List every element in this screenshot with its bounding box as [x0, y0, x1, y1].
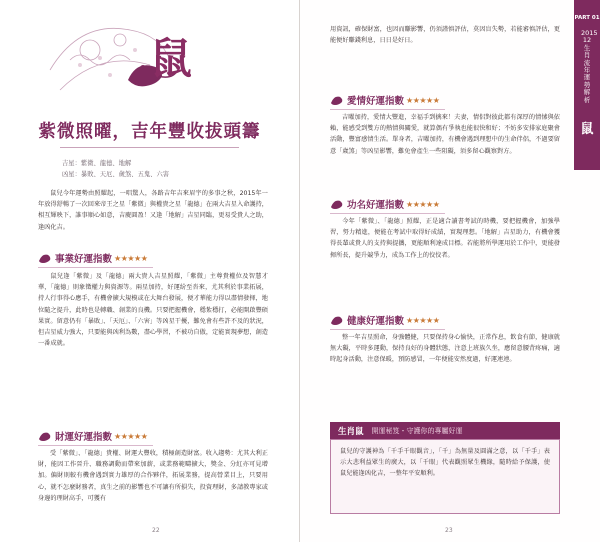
rat-icon	[330, 197, 344, 211]
inauspicious-stars: 凶星：暴敗、天厄、歲煞、五鬼、六害	[62, 171, 170, 178]
lucky-tips-title: 生肖鼠	[338, 426, 364, 437]
page-number: 22	[152, 527, 160, 534]
lucky-tips-text: 鼠兒的守護神為「千手千眼觀音」，「千」為無量及圓滿之意，以「千手」表示大悲利益眾生的廣大，以「千眼」代表觀照眾生機緣，隨時給予保護，使鼠兒能逢凶化吉，一整年平安順利。	[340, 448, 550, 478]
continued-paragraph	[330, 24, 560, 60]
section-career-heading	[38, 250, 147, 266]
page-title: 紫微照曜，吉年豐收拔頭籌	[38, 122, 261, 142]
star-rating: ★★★★★	[114, 253, 148, 263]
heading-underline	[330, 329, 445, 330]
star-rating: ★★★★★	[406, 95, 440, 105]
continued-text: 用資訊，確保財富，也因而賺影響，仍須謹慎評估，莫因盲失勢，若能審慎評估，更能便好賺錢利息，日日是好日。	[330, 26, 560, 45]
rat-icon	[38, 251, 52, 265]
section-label: 財運好運指數	[55, 432, 113, 443]
wealth-paragraph	[38, 448, 268, 516]
star-rating: ★★★★★	[406, 315, 440, 325]
career-text: 鼠兒逢「紫微」及「龍德」兩大貴人吉星照耀，「紫微」主尊貴權位及智慧才華，「龍德」則象徵權力與資源等。兩星加持，好運紛至沓來，尤其利於事業拓展，持人行事得心應手，有機會擴大規模或在大舞台發展，便才華能力得以盡情發揮，地位隨之提升，此時也是轉職、創業的良機。只要把握機會，穩紮穩打，必能開啟豐碩果實。留意仍有「暴敗」、「天厄」、「六害」等凶星干擾，難免會有些許不及的狀況，但吉星威力強大，只要能與凶利為數，盡心學習，不被功自傲，定能實現夢想，創造一番成就。	[38, 273, 268, 348]
love-paragraph	[330, 112, 560, 190]
love-text: 吉曜加持，愛情大豐進，幸福手到擒來！夫妻，情侶對彼此都有深厚的情愫與依賴，能感受到雙方的熱情與關愛，就算偶有爭執也能很快和好；不妨多安排家庭聚會活動，豐富感情生活。單身者，吉曜加持，有機會遇到理想中的生命伴侶，不過要留意「歲煞」等凶星影響，難免會產生一些阻礙，須多留心觀察對方。	[330, 114, 560, 155]
section-label: 事業好運指數	[55, 254, 113, 265]
section-love-heading	[330, 92, 439, 108]
lucky-tips-box	[330, 422, 560, 514]
section-label: 功名好運指數	[347, 200, 405, 211]
intro-paragraph	[38, 188, 268, 250]
section-fame-heading	[330, 196, 439, 212]
rat-icon	[330, 93, 344, 107]
heading-underline	[330, 213, 445, 214]
section-health-heading	[330, 312, 439, 328]
health-text: 整一年吉星照命，身強體健，只要保持身心愉快，正常作息，飲食有節，健康就無大礙，平時多運動，保持良好的身體狀態，注意上班族久坐，應留意腰背疼痛，適時起身活動，注意保暖，預防感冒，一年便能安然度過，好運連連。	[330, 334, 560, 364]
zodiac-label: 鼠	[580, 122, 594, 137]
auspicious-stars: 吉星：紫微、龍德、地解	[62, 160, 132, 167]
chapter-side-tab	[574, 0, 600, 170]
part-label: PART 01	[574, 15, 600, 21]
section-wealth-heading	[38, 428, 147, 444]
health-paragraph	[330, 332, 560, 410]
lucky-tips-body	[330, 439, 560, 514]
intro-text: 鼠兒今年運勢由照耀起，一唱驚人，各路吉年吉來眉宇的多事之秋，2015年一年放得舒暢了一次回來帝王之星「紫微」與權貴之星「龍德」在兩大吉星入命護持，相互輝映下，誰事順心如意，吉慶圓盈！又逢「地解」吉星同臨，更易受貴人之助，逢凶化吉。	[38, 190, 268, 231]
wealth-text: 受「紫微」、「龍德」貴權、財運大豐收，積極創造財富。收入趨勢：尤其大利正財，能因工作晉升、職務調動而帶來加薪，或業務範疇擴大，獎金、分紅亦可見增加。偏財則較有機會遇到實力雄厚的合作夥伴，拓展業務，提高營業目上，只要用心，就不怎麼財務者，真生之前的影響也不可讓有所損失，投資理財，多請教專家或身邊的理財高手，可獲有	[38, 450, 268, 502]
star-list	[62, 158, 169, 180]
section-label: 健康好運指數	[347, 316, 405, 327]
heading-underline	[38, 445, 153, 446]
fame-paragraph	[330, 216, 560, 304]
lucky-tips-header	[330, 422, 560, 439]
career-paragraph	[38, 271, 268, 391]
title-divider	[60, 147, 239, 148]
heading-underline	[330, 109, 445, 110]
lucky-tips-subtitle: 開運秘笈・守護你的專屬好運	[371, 426, 463, 435]
heading-underline	[38, 267, 153, 268]
star-rating: ★★★★★	[406, 199, 440, 209]
section-label: 愛情好運指數	[347, 96, 405, 107]
rat-character: 鼠	[150, 34, 193, 83]
rat-icon	[330, 313, 344, 327]
star-rating: ★★★★★	[114, 431, 148, 441]
fame-text: 今年「紫微」、「龍德」照耀，正是適合讀書考試的時機，要把握機會，加強學習，努力精進，便能在考試中取得好成績，實現理想。「地解」吉星助力，有機會獲得長輩或貴人的支持與提攜，更能順利達成目標。若能將所學運用於工作中，更能發揮所長，提升競爭力，成為工作上的佼佼者。	[330, 218, 560, 259]
chapter-title-vertical: 2015 12生肖流年運勢解析	[581, 29, 598, 104]
page-number: 23	[445, 527, 453, 534]
rat-icon	[38, 429, 52, 443]
